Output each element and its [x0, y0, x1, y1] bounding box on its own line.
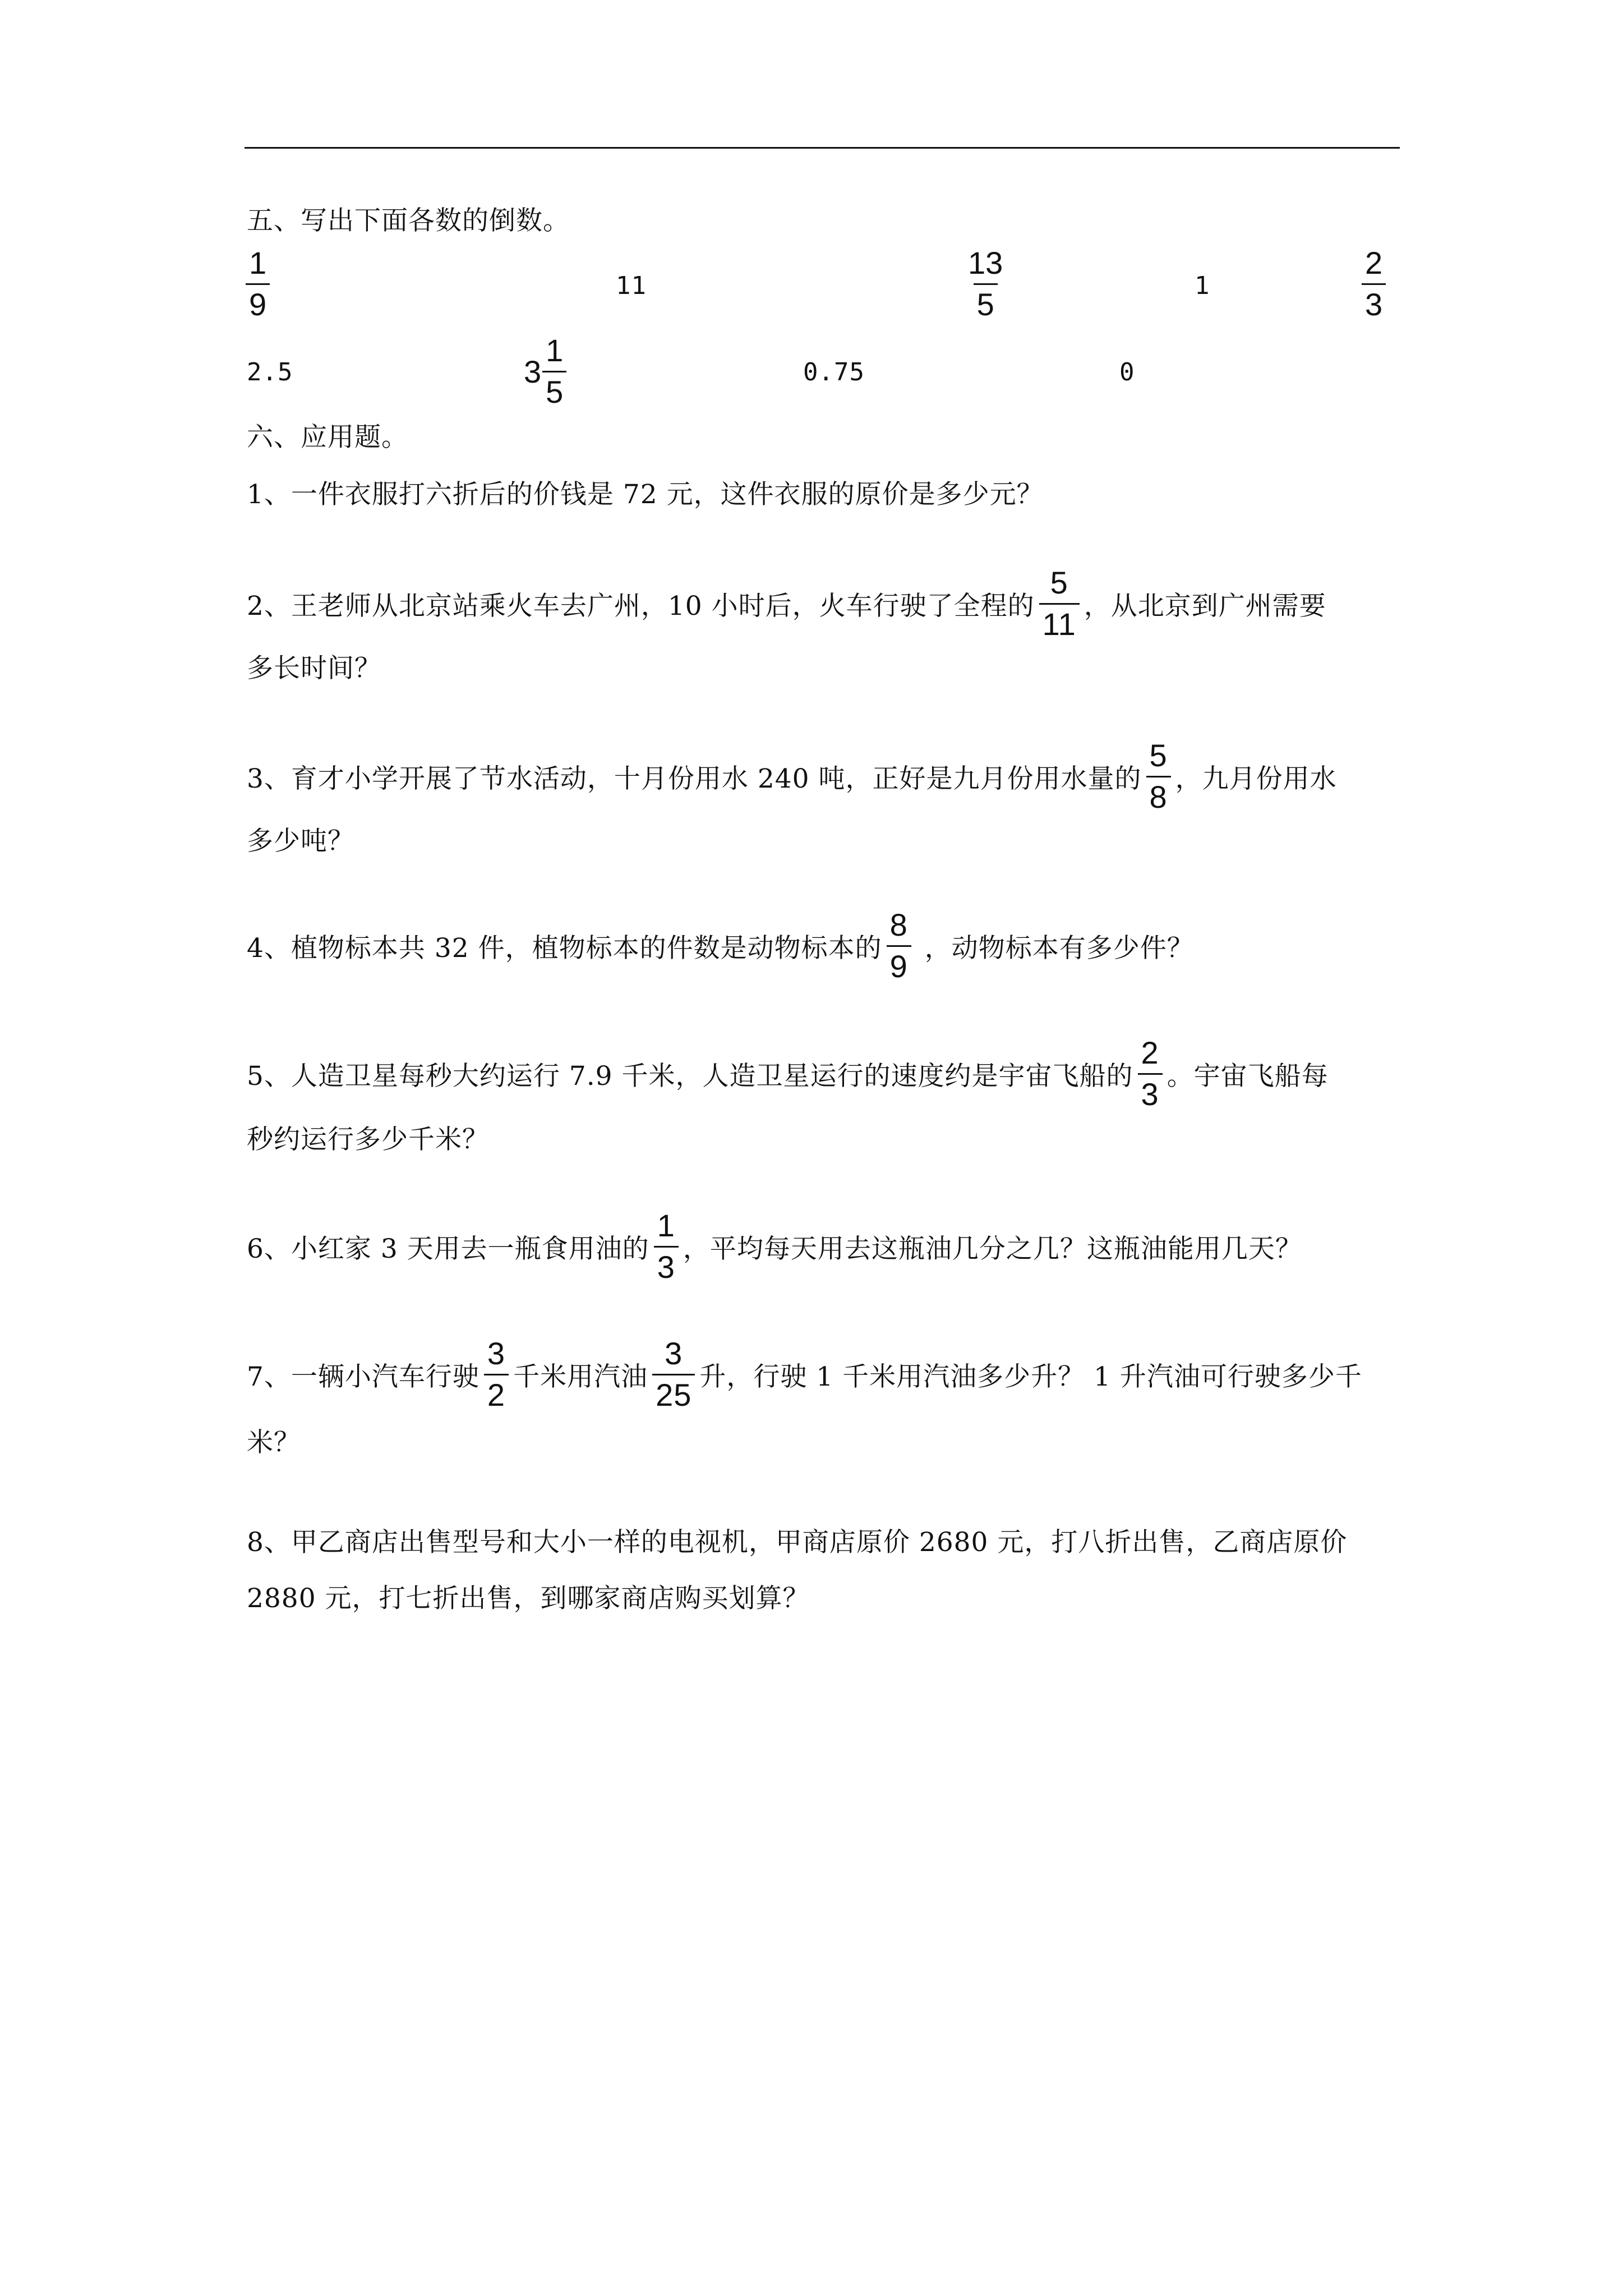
- question-3-line-1: [247, 739, 1337, 814]
- numerator: 1: [546, 333, 564, 368]
- fraction: [1138, 1037, 1163, 1111]
- denominator: 8: [1146, 776, 1171, 814]
- question-6-text-a: 6、小红家 3 天用去一瓶食用油的: [247, 1233, 649, 1264]
- fraction: [1039, 567, 1080, 641]
- fraction: [542, 334, 566, 409]
- numerator: 3: [665, 1336, 683, 1371]
- fraction: [965, 247, 1006, 321]
- fraction: [1146, 739, 1171, 814]
- denominator: 3: [654, 1246, 679, 1284]
- fraction: [246, 247, 270, 321]
- question-7-text-b: 千米用汽油: [513, 1361, 648, 1392]
- reciprocal-item-8: 0.75: [803, 358, 865, 386]
- denominator: 3: [1138, 1073, 1163, 1111]
- numerator: 3: [487, 1336, 506, 1371]
- denominator: 5: [974, 283, 998, 321]
- reciprocal-item-2: 11: [616, 272, 647, 300]
- numerator: 2: [1141, 1035, 1159, 1070]
- question-7-text-a: 7、一辆小汽车行驶: [247, 1361, 479, 1392]
- fraction: [1362, 247, 1386, 321]
- numerator: 2: [1365, 245, 1383, 280]
- question-3-line-2: 多少吨？: [247, 826, 354, 857]
- question-5-text-b: 。宇宙飞船每: [1166, 1060, 1329, 1092]
- question-1: 1、一件衣服打六折后的价钱是 72 元，这件衣服的原价是多少元？: [247, 479, 1044, 510]
- numerator: 8: [889, 907, 908, 942]
- denominator: 9: [246, 283, 270, 321]
- reciprocal-item-5: [1357, 247, 1390, 321]
- reciprocal-item-3: [960, 247, 1011, 321]
- fraction: [887, 909, 911, 983]
- reciprocal-item-4: 1: [1195, 272, 1210, 300]
- fraction: [484, 1337, 509, 1412]
- question-5-line-1: [247, 1037, 1329, 1111]
- reciprocal-item-7: [524, 334, 571, 409]
- mixed-whole: 3: [524, 353, 542, 389]
- reciprocal-item-1: [241, 247, 274, 321]
- question-5-text-a: 5、人造卫星每秒大约运行 7.9 千米，人造卫星运行的速度约是宇宙飞船的: [247, 1060, 1133, 1092]
- question-2-text-a: 2、王老师从北京站乘火车去广州，10 小时后，火车行驶了全程的: [247, 590, 1035, 622]
- question-6-text-b: ，平均每天用去这瓶油几分之几？这瓶油能用几天？: [683, 1233, 1302, 1264]
- denominator: 5: [542, 371, 566, 409]
- denominator: 2: [484, 1374, 509, 1412]
- question-8-line-1: 8、甲乙商店出售型号和大小一样的电视机，甲商店原价 2680 元，打八折出售，乙商店原价: [247, 1527, 1348, 1558]
- question-8-line-2: 2880 元，打七折出售，到哪家商店购买划算？: [247, 1583, 810, 1614]
- question-4-text-b: ，动物标本有多少件？: [915, 932, 1194, 964]
- numerator: 13: [968, 245, 1003, 280]
- question-6-line-1: [247, 1209, 1302, 1284]
- section5-heading: 五、写出下面各数的倒数。: [247, 205, 570, 236]
- denominator: 3: [1362, 283, 1386, 321]
- header-rule: [245, 147, 1400, 149]
- question-2-line-2: 多长时间？: [247, 653, 381, 684]
- question-3-text-a: 3、育才小学开展了节水活动，十月份用水 240 吨，正好是九月份用水量的: [247, 763, 1142, 794]
- numerator: 5: [1149, 738, 1168, 773]
- numerator: 1: [249, 245, 267, 280]
- question-2-text-b: ，从北京到广州需要: [1083, 590, 1326, 622]
- fraction: [654, 1209, 679, 1284]
- denominator: 25: [652, 1374, 695, 1412]
- reciprocal-item-9: 0: [1119, 358, 1135, 386]
- numerator: 5: [1050, 565, 1068, 600]
- question-7-line-1: [247, 1337, 1362, 1412]
- question-4-line-1: [247, 909, 1194, 983]
- section6-heading: 六、应用题。: [247, 422, 408, 453]
- question-3-text-b: ，九月份用水: [1175, 763, 1337, 794]
- reciprocal-item-6: 2.5: [247, 358, 293, 386]
- question-7-text-c: 升，行驶 1 千米用汽油多少升？ 1 升汽油可行驶多少千: [699, 1361, 1362, 1392]
- question-5-line-2: 秒约运行多少千米？: [247, 1124, 489, 1155]
- numerator: 1: [657, 1208, 675, 1243]
- question-2-line-1: [247, 567, 1326, 641]
- denominator: 9: [887, 945, 911, 983]
- question-7-line-2: 米？: [247, 1427, 301, 1458]
- question-4-text-a: 4、植物标本共 32 件，植物标本的件数是动物标本的: [247, 932, 882, 964]
- denominator: 11: [1039, 603, 1080, 641]
- fraction: [652, 1337, 695, 1412]
